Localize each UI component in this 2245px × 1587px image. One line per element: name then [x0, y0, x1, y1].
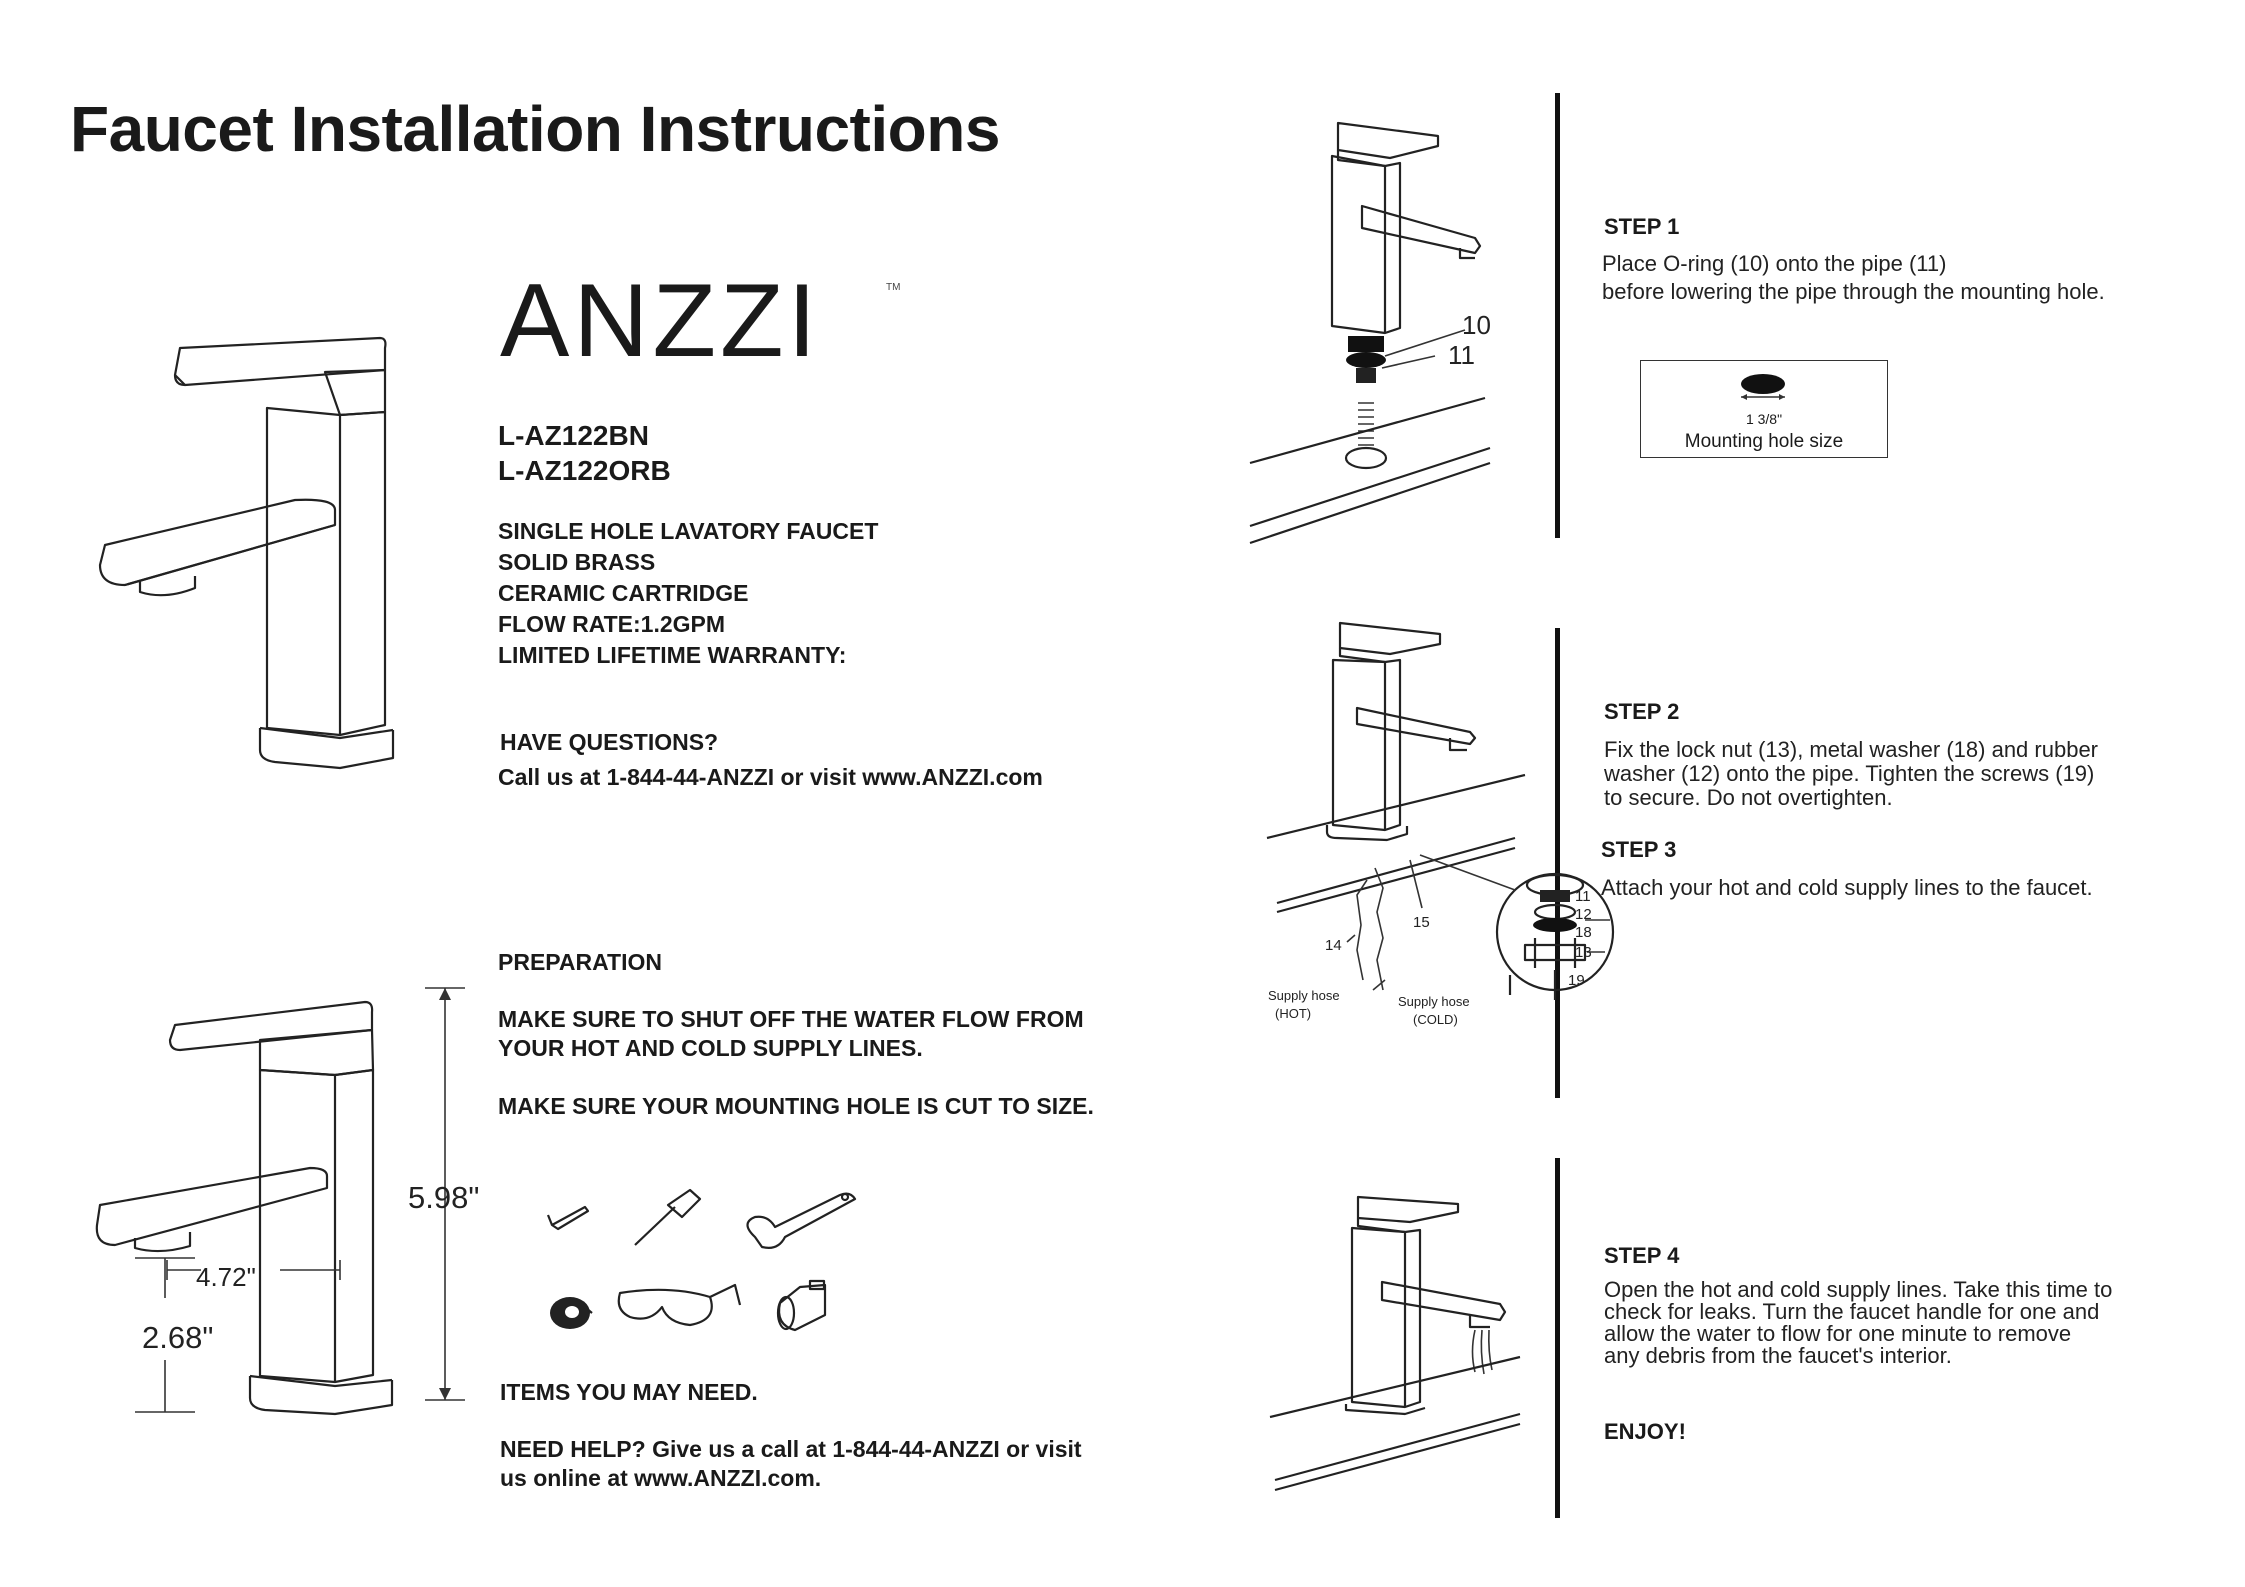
- part-label: 12: [1575, 906, 1592, 923]
- divider: [1555, 1158, 1560, 1518]
- step4-line: Open the hot and cold supply lines. Take this time to: [1604, 1277, 2113, 1302]
- hole-size-label: Mounting hole size: [1684, 431, 1844, 452]
- mounting-hole-icon: [1733, 371, 1793, 405]
- divider: [1555, 93, 1560, 538]
- height-dimension: 5.98": [408, 1180, 480, 1215]
- hose-label: Supply hose: [1268, 988, 1340, 1003]
- step3-text: Attach your hot and cold supply lines to the faucet.: [1601, 875, 2093, 900]
- step3-heading: STEP 3: [1601, 837, 1677, 862]
- mounting-hole-box: [1640, 360, 1888, 458]
- tools-illustration: [540, 1185, 880, 1355]
- logo-tm: TM: [886, 282, 901, 293]
- model-number: L-AZ122ORB: [498, 455, 671, 486]
- feature-item: SOLID BRASS: [498, 549, 656, 575]
- part-label: 11: [1575, 888, 1591, 905]
- part-label: 14: [1325, 937, 1342, 954]
- reach-dimension: 4.72": [196, 1262, 256, 1292]
- feature-item: LIMITED LIFETIME WARRANTY:: [498, 642, 847, 668]
- step4-line: check for leaks. Turn the faucet handle for one and: [1604, 1299, 2100, 1324]
- help-text: NEED HELP? Give us a call at 1-844-44-ANZZI or visit us online at www.ANZZI.com.: [500, 1436, 1082, 1491]
- closing-text: ENJOY!: [1604, 1419, 1686, 1444]
- questions-heading: HAVE QUESTIONS?: [500, 729, 719, 755]
- preparation-item: MAKE SURE TO SHUT OFF THE WATER FLOW FROM YOUR HOT AND COLD SUPPLY LINES.: [498, 1006, 1084, 1061]
- model-list: [498, 418, 671, 488]
- safety-glasses-icon: [619, 1285, 740, 1325]
- wrench-icon: [748, 1194, 856, 1248]
- step4-line: any debris from the faucet's interior.: [1604, 1343, 1952, 1368]
- logo-wordmark: ANZZI: [500, 263, 821, 379]
- feature-item: SINGLE HOLE LAVATORY FAUCET: [498, 518, 879, 544]
- step4-heading: STEP 4: [1604, 1243, 1680, 1268]
- hex-key-icon: [548, 1207, 588, 1229]
- faucet-illustration: [95, 330, 415, 770]
- hose-label: Supply hose: [1398, 994, 1470, 1009]
- hose-label: (COLD): [1413, 1012, 1458, 1027]
- feature-item: FLOW RATE:1.2GPM: [498, 611, 726, 637]
- step2-line: Fix the lock nut (13), metal washer (18) and rubber: [1604, 737, 2099, 762]
- part-label: 13: [1575, 944, 1592, 961]
- step2-line: washer (12) onto the pipe. Tighten the screws (19): [1604, 761, 2095, 786]
- preparation-item: MAKE SURE YOUR MOUNTING HOLE IS CUT TO SIZE.: [498, 1093, 1094, 1119]
- items-label: ITEMS YOU MAY NEED.: [500, 1379, 758, 1405]
- step1-line: Place O-ring (10) onto the pipe (11): [1602, 251, 1947, 276]
- feature-item: CERAMIC CARTRIDGE: [498, 580, 749, 606]
- model-number: L-AZ122BN: [498, 420, 649, 451]
- hole-size-value: 1 3/8": [1745, 411, 1783, 427]
- brand-logo: [500, 263, 901, 379]
- step4-illustration: [1270, 1192, 1530, 1492]
- spout-height-dimension: 2.68": [142, 1320, 214, 1355]
- part-label: 11: [1448, 340, 1475, 370]
- part-label: 18: [1575, 924, 1592, 941]
- feature-list: [498, 516, 878, 671]
- anzzi-logo-icon: [500, 263, 901, 379]
- page-title: Faucet Installation Instructions: [70, 93, 1000, 165]
- hose-label: (HOT): [1275, 1006, 1312, 1021]
- part-label: 10: [1462, 310, 1491, 340]
- step1-line: before lowering the pipe through the mounting hole.: [1602, 279, 2105, 304]
- part-label: 19: [1568, 972, 1585, 989]
- questions-contact: Call us at 1-844-44-ANZZI or visit www.ANZZI.com: [498, 764, 1043, 790]
- step2-heading: STEP 2: [1604, 699, 1680, 724]
- tape-icon: [550, 1297, 592, 1329]
- preparation-heading: PREPARATION: [498, 949, 662, 975]
- screwdriver-icon: [635, 1190, 700, 1245]
- flashlight-icon: [778, 1281, 825, 1330]
- part-label: 15: [1413, 914, 1430, 931]
- step1-heading: STEP 1: [1604, 214, 1680, 239]
- step4-line: allow the water to flow for one minute to remove: [1604, 1321, 2072, 1346]
- step2-3-illustration: [1265, 620, 1625, 1030]
- step2-line: to secure. Do not overtighten.: [1604, 785, 1893, 810]
